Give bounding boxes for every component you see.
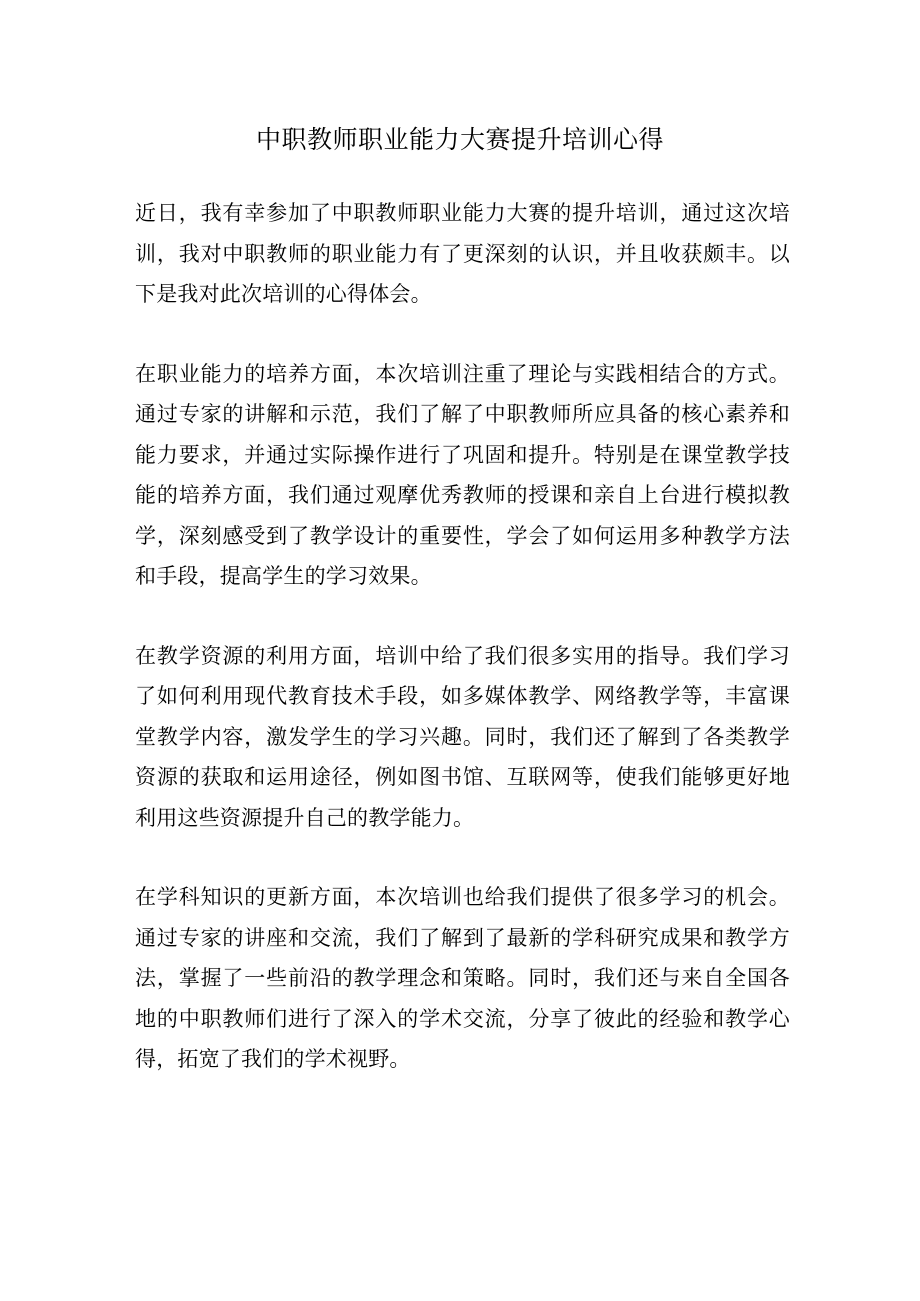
paragraph-teaching-resources: 在教学资源的利用方面，培训中给了我们很多实用的指导。我们学习了如何利用现代教育技术手段，如多媒体教学、网络教学等，丰富课堂教学内容，激发学生的学习兴趣。同时，我们还了解到了各类教学资源的获取和运用途径，例如图书馆、互联网等，使我们能够更好地利用这些资源提升自己的教学能力。 xyxy=(135,643,790,830)
document-title: 中职教师职业能力大赛提升培训心得 xyxy=(255,125,664,154)
document-body xyxy=(135,193,790,1119)
paragraph-subject-knowledge: 在学科知识的更新方面，本次培训也给我们提供了很多学习的机会。通过专家的讲座和交流，我们了解到了最新的学科研究成果和教学方法，掌握了一些前沿的教学理念和策略。同时，我们还与来自全国各地的中职教师们进行了深入的学术交流，分享了彼此的经验和教学心得，拓宽了我们的学术视野。 xyxy=(135,885,790,1071)
paragraph-professional-ability: 在职业能力的培养方面，本次培训注重了理论与实践相结合的方式。通过专家的讲解和示范，我们了解了中职教师所应具备的核心素养和能力要求，并通过实际操作进行了巩固和提升。特别是在课堂教学技能的培养方面，我们通过观摩优秀教师的授课和亲自上台进行模拟教学，深刻感受到了教学设计的重要性，学会了如何运用多种教学方法和手段，提高学生的学习效果。 xyxy=(135,361,790,588)
paragraph-intro: 近日，我有幸参加了中职教师职业能力大赛的提升培训，通过这次培训，我对中职教师的职业能力有了更深刻的认识，并且收获颇丰。以下是我对此次培训的心得体会。 xyxy=(135,201,790,306)
